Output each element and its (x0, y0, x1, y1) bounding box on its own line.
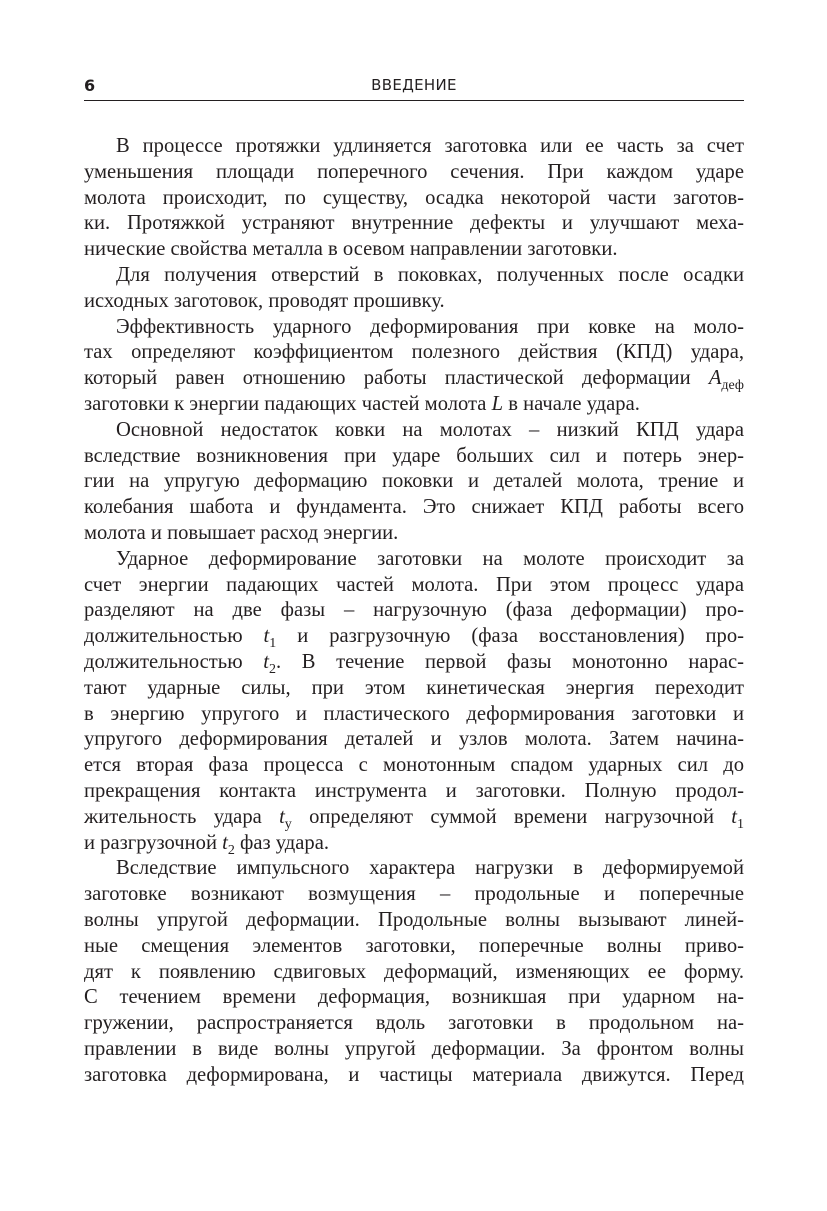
text-line: Эффективность ударного деформирования при ковке на моло- (116, 315, 744, 338)
formula-subscript: деф (721, 378, 744, 394)
page-number: 6 (84, 76, 96, 95)
formula-symbol: t (222, 831, 228, 854)
text-line: вследствие возникновения при ударе больших сил и потерь энер- (84, 444, 744, 467)
text-line: волны упругой деформации. Продольные волны вызывают линей- (84, 908, 744, 931)
text-line: разделяют на две фазы – нагрузочную (фаза деформации) про- (84, 599, 744, 622)
text-line: упругого деформирования деталей и узлов молота. Затем начина- (84, 728, 744, 751)
text-line: тах определяют коэффициентом полезного действия (КПД) удара, (84, 341, 744, 364)
text-line: уменьшения площади поперечного сечения. При каждом ударе (84, 160, 744, 183)
text-line (84, 650, 744, 676)
body-text (84, 134, 744, 1088)
text-line: Для получения отверстий в поковках, полученных после осадки (116, 263, 744, 286)
text-line (84, 392, 744, 418)
formula-subscript: 2 (227, 842, 235, 858)
paragraph-5 (84, 547, 744, 857)
text-line: В процессе протяжки удлиняется заготовка или ее часть за счет (116, 135, 744, 157)
text-line: С течением времени деформация, возникшая при ударном на- (84, 986, 744, 1009)
formula-symbol: A (708, 367, 722, 390)
running-header (84, 74, 744, 101)
text-line: дят к появлению сдвиговых деформаций, изменяющих ее форму. (84, 960, 744, 983)
text-line: колебания шабота и фундамента. Это снижает КПД работы всего (84, 496, 744, 519)
formula-subscript: 1 (737, 816, 744, 832)
text-fragment: и разгрузочной (84, 831, 223, 854)
paragraph-6 (84, 856, 744, 1088)
paragraph-1 (84, 134, 744, 263)
formula-symbol: t (279, 805, 285, 828)
paragraph-4 (84, 418, 744, 547)
text-line: Вследствие импульсного характера нагрузки в деформируемой (116, 857, 744, 880)
text-line: гружении, распространяется вдоль заготовки в продольном на- (84, 1012, 744, 1035)
text-line: заготовка деформирована, и частицы материала движутся. Перед (84, 1063, 744, 1086)
text-fragment: фаз удара. (234, 831, 329, 854)
text-line: ки. Протяжкой устраняют внутренние дефекты и улучшают меха- (84, 212, 744, 235)
text-line (84, 624, 744, 650)
text-line: счет энергии падающих частей молота. При этом процесс удара (84, 573, 744, 596)
text-fragment: и разгрузочную (фаза восстановления) про- (276, 625, 744, 648)
text-line: исходных заготовок, проводят прошивку. (84, 289, 445, 312)
text-line: заготовке возникают возмущения – продольные и поперечные (84, 883, 744, 906)
text-fragment: заготовки к энергии падающих частей молота (84, 392, 492, 415)
text-line: ные смещения элементов заготовки, поперечные волны приво- (84, 934, 744, 957)
formula-subscript: 1 (269, 636, 277, 652)
formula-symbol: L (491, 392, 504, 415)
text-line: в энергию упругого и пластического деформирования заготовки и (84, 702, 744, 725)
text-line: молота происходит, по существу, осадка некоторой части заготов- (84, 186, 744, 209)
formula-subscript: у (284, 816, 292, 832)
paragraph-3 (84, 315, 744, 418)
formula-symbol: t (263, 625, 270, 648)
text-fragment: в начале удара. (503, 392, 640, 415)
chapter-title: ВВЕДЕНИЕ (371, 76, 457, 94)
text-line: Ударное деформирование заготовки на молоте происходит за (116, 547, 744, 570)
text-line: Основной недостаток ковки на молотах – низкий КПД удара (116, 418, 744, 441)
text-fragment: определяют суммой времени нагрузочной (291, 805, 732, 828)
text-line: гии на упругую деформацию поковки и деталей молота, трение и (84, 470, 744, 493)
text-fragment: должительностью (84, 650, 264, 673)
text-line: правлении в виде волны упругой деформации. За фронтом волны (84, 1037, 744, 1060)
text-line: прекращения контакта инструмента и заготовки. Полную продол- (84, 779, 744, 802)
formula-symbol: t (263, 650, 269, 673)
text-line: ется вторая фаза процесса с монотонным спадом ударных сил до (84, 754, 744, 777)
text-fragment: который равен отношению работы пластической деформации (84, 367, 709, 390)
text-line (84, 831, 744, 857)
book-page (84, 0, 744, 1211)
paragraph-2 (84, 263, 744, 315)
text-fragment: жительность удара (84, 805, 280, 828)
formula-symbol: t (731, 805, 737, 828)
text-line (84, 805, 744, 831)
text-line (84, 366, 744, 392)
formula-subscript: 2 (268, 661, 276, 677)
text-line: тают ударные силы, при этом кинетическая энергия переходит (84, 676, 744, 699)
text-fragment: . В течение первой фазы монотонно нарас- (275, 650, 744, 673)
text-line: нические свойства металла в осевом направлении заготовки. (84, 238, 618, 261)
text-line: молота и повышает расход энергии. (84, 521, 399, 544)
text-fragment: должительностью (84, 625, 264, 648)
